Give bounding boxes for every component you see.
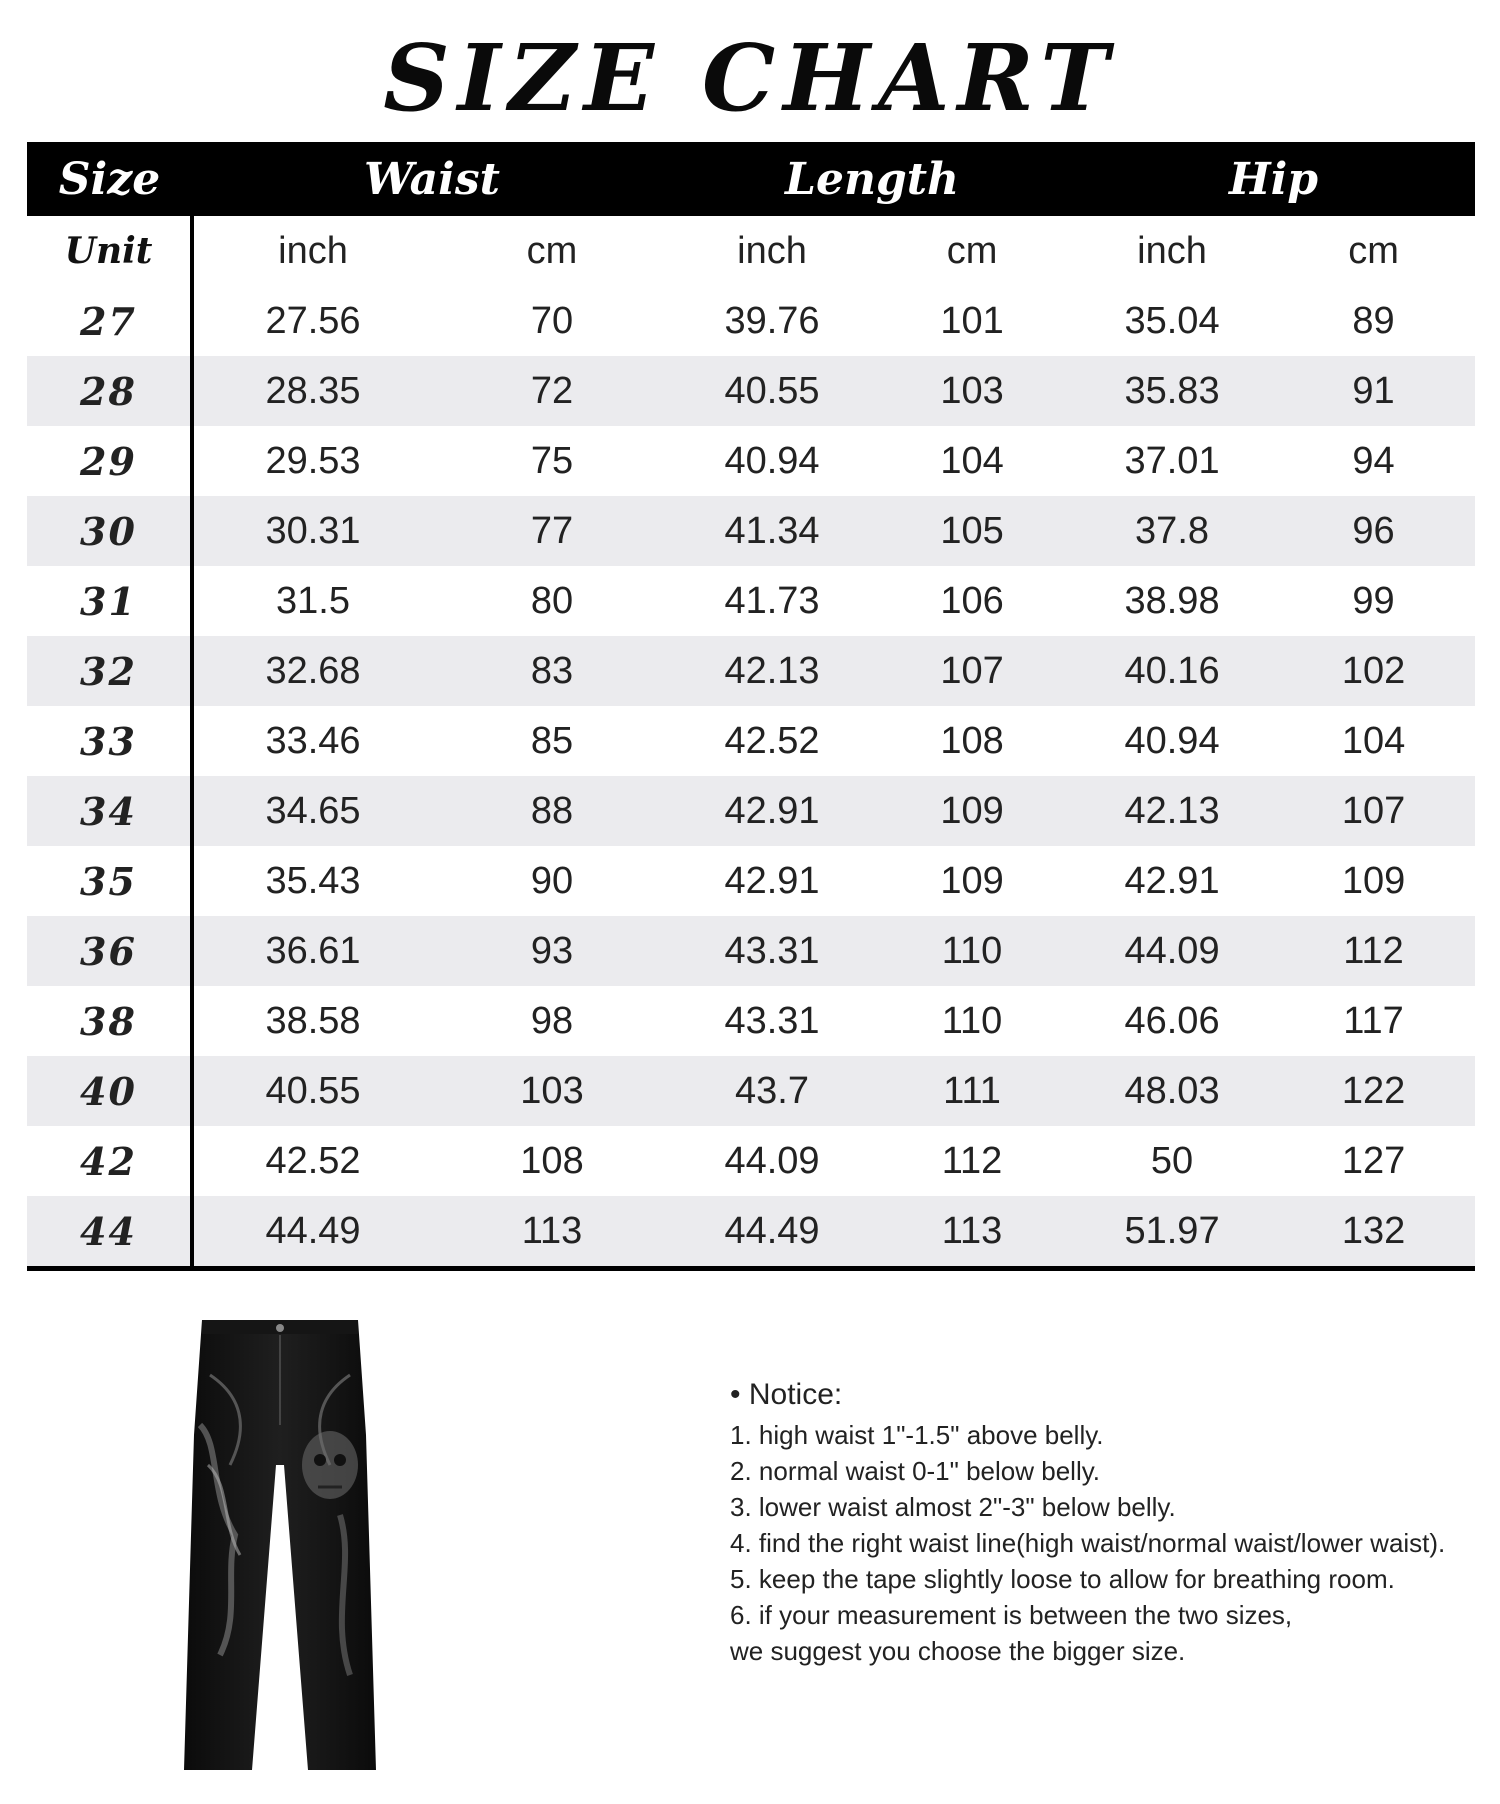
cell-waist-cm: 72: [432, 356, 672, 426]
size-cell: 40: [27, 1056, 192, 1126]
cell-hip-cm: 91: [1272, 356, 1475, 426]
size-cell: 28: [27, 356, 192, 426]
table-row: [27, 846, 1475, 916]
cell-hip-cm: 122: [1272, 1056, 1475, 1126]
cell-length-inch: 41.34: [672, 496, 872, 566]
cell-length-inch: 40.55: [672, 356, 872, 426]
cell-length-cm: 107: [872, 636, 1072, 706]
cell-length-inch: 44.49: [672, 1196, 872, 1269]
cell-waist-inch: 29.53: [192, 426, 432, 496]
cell-hip-inch: 35.04: [1072, 286, 1272, 356]
cell-waist-inch: 42.52: [192, 1126, 432, 1196]
cell-hip-inch: 35.83: [1072, 356, 1272, 426]
cell-length-inch: 43.7: [672, 1056, 872, 1126]
cell-waist-inch: 40.55: [192, 1056, 432, 1126]
size-cell: 33: [27, 706, 192, 776]
cell-hip-cm: 127: [1272, 1126, 1475, 1196]
notice-line: 3. lower waist almost 2"-3" below belly.: [730, 1492, 1176, 1522]
cell-length-inch: 40.94: [672, 426, 872, 496]
cell-waist-cm: 77: [432, 496, 672, 566]
table-row: [27, 496, 1475, 566]
unit-hip-inch: inch: [1137, 229, 1207, 272]
cell-length-inch: 43.31: [672, 986, 872, 1056]
size-cell: 29: [27, 426, 192, 496]
cell-length-inch: 44.09: [672, 1126, 872, 1196]
cell-hip-inch: 40.94: [1072, 706, 1272, 776]
notice-line: 2. normal waist 0-1" below belly.: [730, 1456, 1101, 1486]
cell-hip-inch: 37.8: [1072, 496, 1272, 566]
header-hip: Hip: [1072, 142, 1475, 216]
cell-waist-inch: 44.49: [192, 1196, 432, 1269]
cell-length-inch: 41.73: [672, 566, 872, 636]
unit-waist-cm: cm: [526, 229, 578, 272]
cell-length-cm: 105: [872, 496, 1072, 566]
cell-length-cm: 101: [872, 286, 1072, 356]
cell-waist-inch: 32.68: [192, 636, 432, 706]
size-cell: 44: [27, 1196, 192, 1269]
table-row: [27, 776, 1475, 846]
cell-length-inch: 42.91: [672, 776, 872, 846]
cell-length-cm: 110: [872, 916, 1072, 986]
table-row: [27, 356, 1475, 426]
cell-length-inch: 42.91: [672, 846, 872, 916]
header-size: Size: [27, 142, 192, 216]
size-cell: 32: [27, 636, 192, 706]
cell-length-cm: 111: [872, 1056, 1072, 1126]
cell-hip-cm: 132: [1272, 1196, 1475, 1269]
table-row: [27, 636, 1475, 706]
cell-length-cm: 109: [872, 846, 1072, 916]
unit-length-inch: inch: [737, 229, 807, 272]
cell-length-cm: 104: [872, 426, 1072, 496]
page-title: SIZE CHART: [383, 24, 1117, 132]
notice-line: 1. high waist 1"-1.5" above belly.: [730, 1420, 1104, 1450]
size-table-container: [27, 142, 1475, 1271]
cell-waist-cm: 98: [432, 986, 672, 1056]
cell-hip-cm: 109: [1272, 846, 1475, 916]
cell-waist-inch: 27.56: [192, 286, 432, 356]
table-row: [27, 1126, 1475, 1196]
cell-waist-inch: 33.46: [192, 706, 432, 776]
cell-waist-inch: 38.58: [192, 986, 432, 1056]
notice-line: we suggest you choose the bigger size.: [730, 1636, 1186, 1666]
cell-length-cm: 110: [872, 986, 1072, 1056]
cell-hip-inch: 38.98: [1072, 566, 1272, 636]
size-cell: 36: [27, 916, 192, 986]
cell-hip-cm: 102: [1272, 636, 1475, 706]
cell-hip-inch: 40.16: [1072, 636, 1272, 706]
cell-hip-inch: 48.03: [1072, 1056, 1272, 1126]
notice-block: [730, 1375, 1470, 1669]
table-unit-row: [27, 216, 1475, 286]
table-row: [27, 426, 1475, 496]
cell-length-cm: 108: [872, 706, 1072, 776]
size-table: [27, 142, 1475, 1271]
cell-length-inch: 42.52: [672, 706, 872, 776]
cell-waist-cm: 103: [432, 1056, 672, 1126]
size-cell: 38: [27, 986, 192, 1056]
cell-waist-cm: 93: [432, 916, 672, 986]
notice-line: 6. if your measurement is between the two sizes,: [730, 1600, 1293, 1630]
table-row: [27, 706, 1475, 776]
table-row: [27, 986, 1475, 1056]
cell-waist-inch: 36.61: [192, 916, 432, 986]
table-row: [27, 916, 1475, 986]
cell-hip-cm: 107: [1272, 776, 1475, 846]
cell-waist-inch: 30.31: [192, 496, 432, 566]
cell-length-inch: 42.13: [672, 636, 872, 706]
cell-hip-cm: 99: [1272, 566, 1475, 636]
cell-waist-inch: 31.5: [192, 566, 432, 636]
cell-length-inch: 39.76: [672, 286, 872, 356]
notice-heading: • Notice:: [730, 1378, 843, 1411]
header-length: Length: [672, 142, 1072, 216]
unit-hip-cm: cm: [1348, 229, 1399, 272]
cell-waist-cm: 90: [432, 846, 672, 916]
notice-line: 4. find the right waist line(high waist/normal waist/lower waist).: [730, 1528, 1446, 1558]
cell-hip-inch: 51.97: [1072, 1196, 1272, 1269]
table-body: [27, 286, 1475, 1269]
cell-waist-cm: 85: [432, 706, 672, 776]
cell-hip-cm: 96: [1272, 496, 1475, 566]
cell-length-inch: 43.31: [672, 916, 872, 986]
table-row: [27, 1196, 1475, 1269]
header-waist: Waist: [192, 142, 672, 216]
cell-hip-cm: 94: [1272, 426, 1475, 496]
cell-waist-cm: 70: [432, 286, 672, 356]
cell-waist-inch: 34.65: [192, 776, 432, 846]
cell-hip-cm: 117: [1272, 986, 1475, 1056]
cell-hip-inch: 37.01: [1072, 426, 1272, 496]
cell-waist-inch: 35.43: [192, 846, 432, 916]
table-row: [27, 1056, 1475, 1126]
size-cell: 34: [27, 776, 192, 846]
cell-hip-inch: 50: [1072, 1126, 1272, 1196]
cell-hip-cm: 112: [1272, 916, 1475, 986]
cell-length-cm: 109: [872, 776, 1072, 846]
size-cell: 30: [27, 496, 192, 566]
size-cell: 35: [27, 846, 192, 916]
notice-line: 5. keep the tape slightly loose to allow for breathing room.: [730, 1564, 1395, 1594]
cell-hip-inch: 42.13: [1072, 776, 1272, 846]
cell-hip-inch: 42.91: [1072, 846, 1272, 916]
cell-length-cm: 112: [872, 1126, 1072, 1196]
size-cell: 31: [27, 566, 192, 636]
cell-hip-cm: 89: [1272, 286, 1475, 356]
cell-waist-inch: 28.35: [192, 356, 432, 426]
table-row: [27, 566, 1475, 636]
cell-waist-cm: 108: [432, 1126, 672, 1196]
cell-length-cm: 103: [872, 356, 1072, 426]
cell-waist-cm: 113: [432, 1196, 672, 1269]
unit-waist-inch: inch: [278, 229, 348, 272]
size-cell: 42: [27, 1126, 192, 1196]
cell-hip-inch: 44.09: [1072, 916, 1272, 986]
cell-hip-cm: 104: [1272, 706, 1475, 776]
jeans-icon: [180, 1315, 380, 1775]
cell-waist-cm: 88: [432, 776, 672, 846]
table-group-header: [27, 142, 1475, 216]
cell-length-cm: 113: [872, 1196, 1072, 1269]
cell-waist-cm: 75: [432, 426, 672, 496]
cell-length-cm: 106: [872, 566, 1072, 636]
table-row: [27, 286, 1475, 356]
cell-waist-cm: 80: [432, 566, 672, 636]
unit-label: Unit: [27, 216, 192, 286]
cell-waist-cm: 83: [432, 636, 672, 706]
unit-length-cm: cm: [946, 229, 998, 272]
size-cell: 27: [27, 286, 192, 356]
cell-hip-inch: 46.06: [1072, 986, 1272, 1056]
